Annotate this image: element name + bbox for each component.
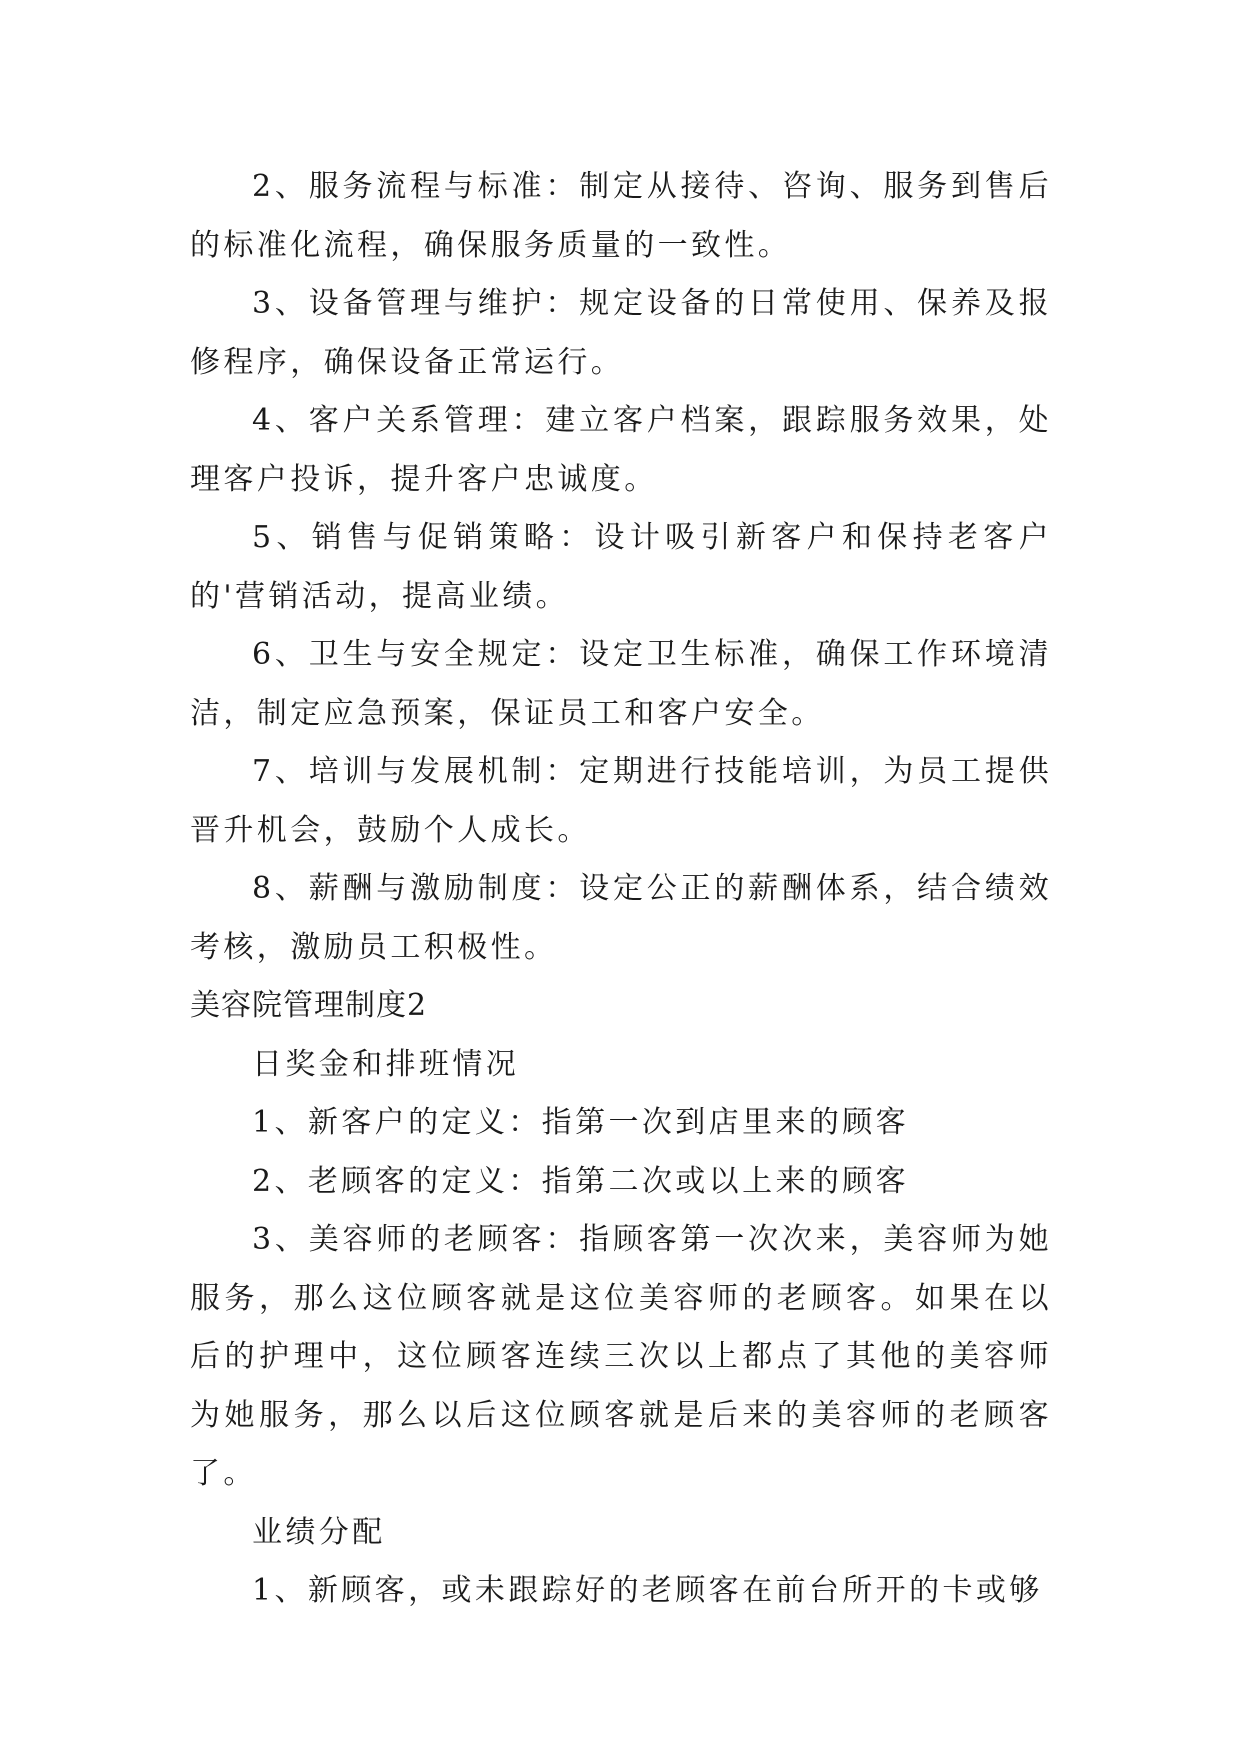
paragraph-performance-allocation: 业绩分配 — [252, 1514, 386, 1550]
paragraph-hygiene-safety: 6、卫生与安全规定：设定卫生标准，确保工作环境清洁，制定应急预案，保证员工和客户安全。 — [190, 637, 1052, 731]
paragraph-new-customer-card: 1、新顾客，或未跟踪好的老顾客在前台所开的卡或够 — [252, 1573, 1043, 1608]
paragraph-compensation-incentives: 8、薪酬与激励制度：设定公正的薪酬体系，结合绩效考核，激励员工积极性。 — [190, 871, 1052, 965]
section-title: 美容院管理制度2 — [190, 988, 428, 1023]
paragraph-training-development: 7、培训与发展机制：定期进行技能培训，为员工提供晋升机会，鼓励个人成长。 — [190, 754, 1052, 848]
paragraph-beautician-regular-customer: 3、美容师的老顾客：指顾客第一次次来，美容师为她服务，那么这位顾客就是这位美容师的老顾客。如果在以后的护理中，这位顾客连续三次以上都点了其他的美容师为她服务，那么以后这位顾客就是后来的美容师的老顾客了。 — [190, 1222, 1052, 1491]
paragraph-new-customer-definition: 1、新客户的定义：指第一次到店里来的顾客 — [252, 1105, 910, 1140]
paragraph-returning-customer-definition: 2、老顾客的定义：指第二次或以上来的顾客 — [252, 1163, 910, 1199]
paragraph-customer-relations: 4、客户关系管理：建立客户档案，跟踪服务效果，处理客户投诉，提升客户忠诚度。 — [190, 403, 1052, 497]
paragraph-service-process: 2、服务流程与标准：制定从接待、咨询、服务到售后的标准化流程，确保服务质量的一致性。 — [190, 169, 1052, 263]
document-body — [190, 158, 1052, 1621]
paragraph-sales-promotion: 5、销售与促销策略：设计吸引新客户和保持老客户的'营销活动，提高业绩。 — [190, 520, 1052, 614]
paragraph-daily-bonus-schedule: 日奖金和排班情况 — [252, 1046, 520, 1082]
paragraph-equipment-management: 3、设备管理与维护：规定设备的日常使用、保养及报修程序，确保设备正常运行。 — [190, 286, 1052, 380]
